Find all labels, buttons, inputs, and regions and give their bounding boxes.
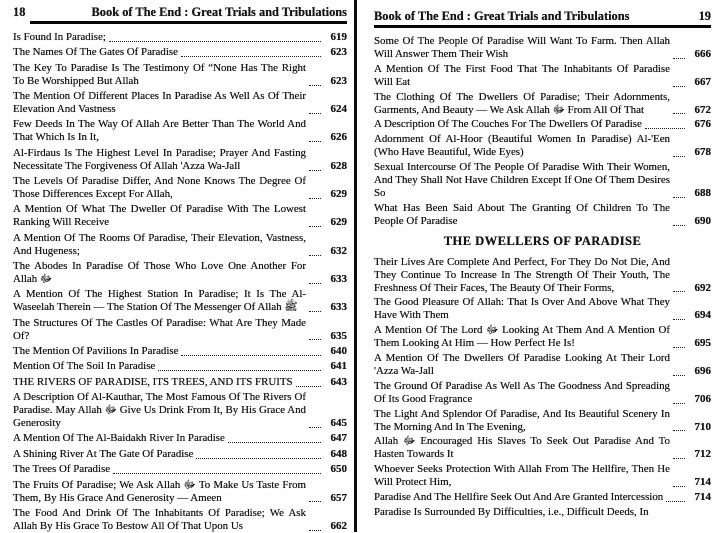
toc-entry-page-number: 667: [694, 75, 711, 88]
dot-leader: [296, 386, 321, 387]
dot-leader: [309, 170, 321, 171]
toc-entry-title: Some Of The People Of Paradise Will Want To Farm. Then Allah Will Answer Them Their Wish: [374, 35, 670, 60]
dot-leader: [196, 458, 321, 459]
toc-list-left: [13, 31, 347, 533]
toc-entry-title: A Mention Of What The Dweller Of Paradise With The Lowest Ranking Will Receive: [13, 203, 306, 229]
toc-entry-title: A Description Of The Couches For The Dwellers Of Paradise: [374, 118, 642, 131]
dot-leader: [309, 427, 321, 428]
toc-entry-title: A Mention Of The First Food That The Inhabitants Of Paradise Will Eat: [374, 62, 670, 88]
right-page: [357, 0, 720, 532]
toc-entry-page-number: 690: [694, 214, 711, 227]
toc-entry: [374, 63, 711, 89]
dot-leader: [109, 41, 321, 42]
toc-entry-title: A Shining River At The Gate Of Paradise: [13, 447, 194, 460]
toc-entry: [374, 352, 711, 378]
toc-entry-title: The Trees Of Paradise: [13, 463, 111, 476]
toc-entry: [374, 118, 711, 131]
dot-leader: [309, 501, 321, 502]
page-number-left: 18: [13, 5, 26, 19]
header-rule-right: [374, 25, 711, 28]
running-title-left: Book of The End : Great Trials and Tribulations: [91, 5, 347, 19]
toc-entry: [374, 324, 711, 350]
toc-entry: [13, 232, 347, 258]
toc-entry-page-number: 657: [330, 491, 347, 504]
toc-entry-title: The Light And Splendor Of Paradise, And Its Beautiful Scenery In The Morning And In The Evening,: [374, 407, 670, 433]
dot-leader: [673, 86, 685, 87]
toc-entry-page-number: 629: [330, 216, 347, 229]
dot-leader: [645, 128, 685, 129]
dot-leader: [673, 458, 685, 459]
dot-leader: [309, 283, 321, 284]
header-rule-left: [30, 21, 347, 24]
toc-entry: [13, 288, 347, 314]
toc-entry: [13, 260, 347, 286]
toc-entry-title: Al-Firdaus Is The Highest Level In Paradise; Prayer And Fasting Necessitate The Forgiveness Of Allah 'Azza Wa-Jall: [13, 146, 306, 172]
dot-leader: [309, 255, 321, 256]
toc-entry-title: The Good Pleasure Of Allah: That Is Over And Above What They Have With Them: [374, 296, 670, 322]
toc-entry-page-number: 647: [330, 432, 347, 445]
toc-entry: [374, 161, 711, 200]
dot-leader: [666, 501, 685, 502]
toc-entry-page-number: 626: [330, 131, 347, 144]
toc-entry-page-number: 692: [694, 281, 711, 294]
toc-entry-page-number: 650: [330, 463, 347, 476]
toc-entry: [374, 35, 711, 61]
dot-leader: [309, 311, 321, 312]
toc-entry-title: A Mention Of The Dwellers Of Paradise Looking At Their Lord 'Azza Wa-Jall: [374, 352, 670, 377]
dot-leader: [673, 225, 685, 226]
toc-entry-page-number: 623: [330, 46, 347, 59]
toc-entry: [13, 360, 347, 373]
dot-leader: [158, 370, 321, 371]
dot-leader: [673, 375, 685, 376]
toc-entry-page-number: 623: [330, 74, 347, 87]
toc-entry-title: Mention Of The Soil In Paradise: [13, 360, 156, 373]
dot-leader: [673, 291, 685, 292]
right-page-header: [374, 9, 711, 23]
toc-entry-title: A Mention Of The Rooms Of Paradise, Their Elevation, Vastness, And Hugeness;: [13, 231, 306, 257]
toc-entry: [13, 479, 347, 505]
toc-entry: [13, 147, 347, 173]
dot-leader: [673, 58, 685, 59]
toc-entry: [13, 345, 347, 358]
toc-entry: [13, 175, 347, 201]
toc-entry: [13, 203, 347, 229]
toc-entry-title: Paradise Is Surrounded By Difficulties, i.e., Difficult Deeds, In: [374, 506, 649, 518]
toc-entry-title: The Food And Drink Of The Inhabitants Of Paradise; We Ask Allah By His Grace To Bestow All Of That Upon Us: [13, 506, 306, 532]
toc-entry-title: A Mention Of The Lord ﷻ Looking At Them And A Mention Of Them Looking At Him — How Perfect He Is!: [374, 324, 671, 350]
toc-entry: [13, 118, 347, 144]
dot-leader: [309, 85, 321, 86]
toc-entry-page-number: 633: [330, 301, 347, 314]
toc-entry-page-number: 694: [694, 309, 711, 322]
toc-entry-page-number: 648: [330, 447, 347, 460]
toc-entry: [374, 463, 711, 489]
dot-leader: [673, 403, 685, 404]
running-title-right: Book of The End : Great Trials and Tribulations: [374, 9, 630, 23]
toc-entry-title: The Fruits Of Paradise; We Ask Allah ﷻ To Make Us Taste From Them, By His Grace And Generosity — Ameen: [13, 478, 306, 504]
toc-entry-page-number: 643: [330, 375, 347, 388]
toc-entry-page-number: 645: [330, 416, 347, 429]
toc-entry-title: Paradise And The Hellfire Seek Out And Are Granted Intercession: [374, 491, 664, 504]
toc-entry: [13, 507, 347, 533]
toc-entry-title: Few Deeds In The Way Of Allah Are Better Than The World And That Which Is In It,: [13, 118, 306, 144]
toc-entry: [13, 46, 347, 59]
toc-entry: [13, 448, 347, 461]
toc-entry-page-number: 662: [330, 519, 347, 532]
dot-leader: [309, 141, 321, 142]
toc-entry: [13, 31, 347, 44]
dot-leader: [673, 113, 685, 114]
toc-entry-title: Their Lives Are Complete And Perfect, For They Do Not Die, And They Continue To Increase In The Strength Of Their Youth, The Freshness Of Their Faces, The Beauty Of Their Forms,: [374, 255, 670, 294]
toc-entry: [374, 256, 711, 295]
toc-entry-page-number: 619: [330, 31, 347, 43]
toc-entry-page-number: 688: [694, 186, 711, 199]
dot-leader: [309, 339, 321, 340]
toc-entry-title: Sexual Intercourse Of The People Of Paradise With Their Women, And They Shall Not Have Children Except If One Of Them Desires So: [374, 161, 670, 199]
dot-leader: [673, 319, 685, 320]
toc-entry-title: Adornment Of Al-Hoor (Beautiful Women In Paradise) Al-'Een (Who Have Beautiful, Wide Eyes): [374, 133, 670, 159]
toc-entry: [374, 491, 711, 504]
toc-entry: [374, 202, 711, 228]
toc-entry-title: The Ground Of Paradise As Well As The Goodness And Spreading Of Its Good Fragrance: [374, 379, 670, 405]
toc-entry-title: The Key To Paradise Is The Testimony Of “None Has The Right To Be Worshipped But Allah: [13, 61, 306, 87]
toc-entry-title: A Mention Of The Highest Station In Paradise; It Is The Al-Waseelah Therein — The Station Of The Messenger Of Allah ﷺ: [13, 288, 306, 314]
left-page: [0, 0, 354, 532]
toc-entry: [13, 463, 347, 476]
toc-entry: [13, 391, 347, 430]
toc-entry-page-number: 712: [694, 448, 711, 461]
toc-entry: [13, 376, 347, 389]
toc-entry-title: Allah ﷻ Encouraged His Slaves To Seek Out Paradise And To Hasten Towards It: [374, 435, 670, 461]
dot-leader: [673, 486, 685, 487]
toc-entry-page-number: 706: [694, 392, 711, 405]
dot-leader: [673, 156, 685, 157]
toc-entry-page-number: 666: [694, 47, 711, 60]
toc-entry-title: The Abodes In Paradise Of Those Who Love One Another For Allah ﷻ: [13, 260, 306, 285]
toc-entry-title: What Has Been Said About The Granting Of Children To The People Of Paradise: [374, 201, 670, 227]
toc-entry-title: A Description Of Al-Kauthar, The Most Famous Of The Rivers Of Paradise. May Allah ﷻ Give Us Drink From It, By His Grace And Generosity: [13, 391, 307, 429]
toc-entry-page-number: 633: [330, 272, 347, 285]
toc-entry-page-number: 629: [330, 187, 347, 200]
toc-entry-page-number: 624: [330, 103, 347, 116]
dot-leader: [673, 197, 685, 198]
toc-entry-page-number: 714: [694, 491, 711, 504]
toc-list-right-bottom: [374, 256, 711, 519]
toc-entry-page-number: 676: [694, 118, 711, 131]
toc-entry: [13, 317, 347, 343]
toc-entry-page-number: 632: [330, 244, 347, 257]
toc-entry-page-number: 678: [694, 146, 711, 159]
toc-entry: [374, 435, 711, 461]
toc-entry: [374, 133, 711, 159]
toc-entry: [374, 296, 711, 322]
dot-leader: [309, 198, 321, 199]
toc-entry: [374, 506, 711, 519]
toc-entry-title: The Clothing Of The Dwellers Of Paradise; Their Adornments, Garments, And Beauty — We Ask Allah ﷻ From All Of That: [374, 90, 670, 116]
toc-entry-page-number: 640: [330, 344, 347, 357]
toc-entry: [374, 408, 711, 434]
toc-entry: [13, 62, 347, 88]
dot-leader: [181, 355, 321, 356]
page-number-right: 19: [698, 9, 711, 23]
dot-leader: [309, 530, 321, 531]
toc-entry-title: The Levels Of Paradise Differ, And None Knows The Degree Of Those Differences Except For Allah,: [13, 175, 306, 200]
toc-entry-title: A Mention Of The Al-Baidakh River In Paradise: [13, 432, 225, 445]
toc-entry-title: The Structures Of The Castles Of Paradise: What Are They Made Of?: [13, 316, 306, 342]
dot-leader: [673, 347, 685, 348]
toc-entry-page-number: 695: [694, 337, 711, 350]
toc-entry-page-number: 641: [330, 360, 347, 373]
dot-leader: [228, 442, 321, 443]
toc-entry-page-number: 714: [694, 476, 711, 489]
toc-entry-page-number: 696: [694, 364, 711, 377]
left-page-header: [13, 5, 347, 19]
toc-entry: [374, 91, 711, 117]
section-heading: THE DWELLERS OF PARADISE: [443, 233, 642, 248]
toc-entry: [13, 432, 347, 445]
dot-leader: [181, 56, 321, 57]
dot-leader: [309, 113, 321, 114]
toc-entry-title: Is Found In Paradise;: [13, 31, 106, 43]
toc-entry-title: The Mention Of Pavilions In Paradise: [13, 344, 179, 357]
dot-leader: [113, 473, 321, 474]
dot-leader: [309, 226, 321, 227]
toc-entry-page-number: 628: [330, 159, 347, 172]
toc-entry-page-number: 710: [694, 420, 711, 433]
toc-entry-page-number: 635: [330, 329, 347, 342]
dot-leader: [673, 430, 685, 431]
toc-entry-title: THE RIVERS OF PARADISE, ITS TREES, AND ITS FRUITS: [13, 375, 293, 388]
toc-entry: [13, 90, 347, 116]
toc-entry-title: Whoever Seeks Protection With Allah From The Hellfire, Then He Will Protect Him,: [374, 463, 670, 489]
toc-entry-title: The Mention Of Different Places In Paradise As Well As Of Their Elevation And Vastness: [13, 90, 306, 116]
toc-list-right-top: [374, 35, 711, 228]
toc-entry: [374, 380, 711, 406]
toc-entry-page-number: 672: [694, 103, 711, 116]
toc-entry-title: The Names Of The Gates Of Paradise: [13, 46, 178, 59]
